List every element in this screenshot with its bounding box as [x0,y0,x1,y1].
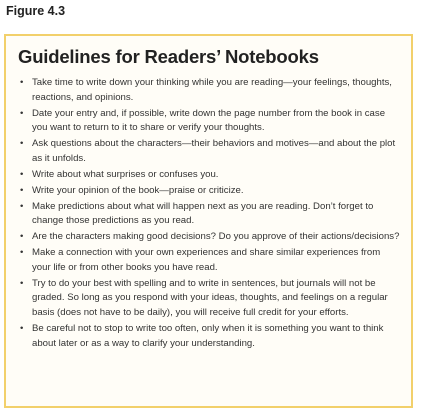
list-item [18,230,401,245]
list-item [18,137,401,166]
list-item [18,200,401,229]
list-item-text: Date your entry and, if possible, write down the page number from the book in case you want to return to it to share or verify your thoughts. [32,107,386,134]
list-item [18,277,401,321]
list-item [18,76,401,105]
bullet-icon: • [20,138,24,150]
list-item [18,184,401,199]
bullet-icon: • [20,200,24,212]
bullet-icon: • [20,107,24,119]
list-item [18,322,401,351]
bullet-icon: • [20,77,24,88]
list-item-text: Write about what surprises or confuses you. [32,168,219,180]
list-item-text: Try to do your best with spelling and to write in sentences, but journals will not be graded. So long as you respond with your ideas, thoughts, and feelings on a regular basis (does not have to be daily), you will receive full credit for your efforts. [32,277,388,319]
list-item [18,168,401,183]
list-item-text: Are the characters making good decisions? Do you approve of their actions/decisions? [32,231,400,243]
bullet-icon: • [20,277,24,289]
list-item-text: Make a connection with your own experiences and share similar experiences from your life or from other books you have read. [32,247,381,273]
list-item [18,107,401,136]
bullet-icon: • [20,323,24,335]
list-item [18,246,401,275]
list-item-text: Take time to write down your thinking while you are reading—your feelings, thoughts, reactions, and opinions. [32,77,392,103]
bullet-icon: • [20,231,24,243]
bullet-icon: • [20,247,24,259]
figure-label: Figure 4.3 [6,4,66,18]
guidelines-box [4,34,413,408]
guidelines-title: Guidelines for Readers’ Notebooks [18,46,319,67]
list-item-text: Ask questions about the characters—their behaviors and motives—and about the plot as it unfolds. [32,138,396,164]
guidelines-list [18,76,401,351]
list-item-text: Make predictions about what will happen next as you are reading. Don’t forget to change those predictions as you read. [32,200,374,227]
list-item-text: Be careful not to stop to write too often, only when it is something you want to think about later or as a way to clarify your understanding. [32,323,384,349]
bullet-icon: • [20,184,24,196]
bullet-icon: • [20,168,24,180]
list-item-text: Write your opinion of the book—praise or criticize. [32,184,244,196]
